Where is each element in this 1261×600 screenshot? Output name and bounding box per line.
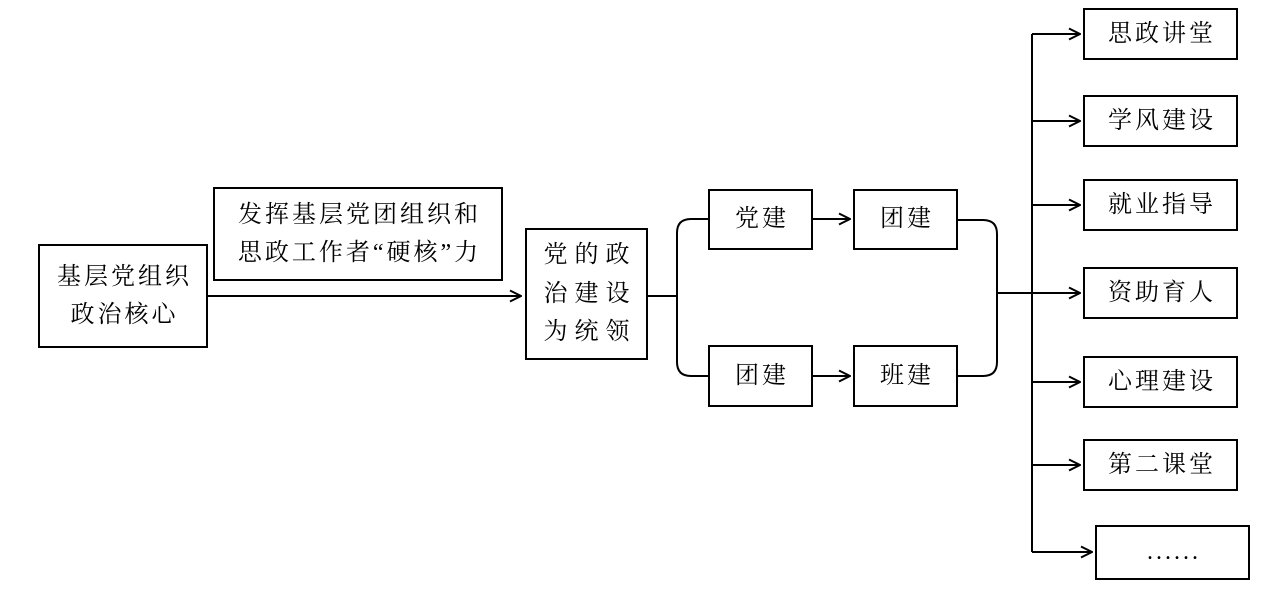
node-text-line: 基层党组织: [57, 263, 192, 290]
node-text-line: 资助育人: [1108, 279, 1216, 306]
node-text-line: 治建设: [543, 280, 637, 307]
node-outcome-study-style: [1083, 95, 1238, 147]
node-outcome-ellipsis: [1095, 525, 1250, 580]
merge-bracket: [958, 220, 997, 376]
node-text-line: ......: [1147, 539, 1201, 566]
node-text-line: 学风建设: [1108, 107, 1216, 134]
node-league-building-top: [853, 189, 958, 250]
node-text-line: 团建: [880, 206, 934, 233]
node-text-line: 政治核心: [70, 302, 179, 328]
node-text-line: 班建: [880, 362, 934, 389]
node-class-building: [853, 345, 958, 407]
node-outcome-second-classroom: [1083, 439, 1238, 491]
node-text-line: 心理建设: [1108, 368, 1216, 395]
node-hardcore-power: [213, 187, 503, 281]
node-outcome-career-guidance: [1083, 179, 1238, 231]
node-party-building: [708, 189, 813, 250]
node-text-line: 第二课堂: [1108, 451, 1216, 478]
node-outcome-ideology-lecture: [1083, 8, 1238, 60]
node-outcome-mental-health: [1083, 356, 1238, 408]
split-bracket: [677, 219, 708, 376]
node-text-line: 思政工作者“硬核”力: [237, 240, 482, 266]
node-outcome-financial-aid: [1083, 267, 1238, 319]
node-text-line: 党的政: [543, 242, 637, 269]
node-league-building-bottom: [708, 345, 813, 407]
node-text-line: 为统领: [543, 319, 637, 346]
node-grassroots-party-core: [38, 244, 208, 348]
node-political-construction-lead: [525, 228, 648, 360]
node-text-line: 就业指导: [1108, 191, 1216, 218]
node-text-line: 党建: [735, 206, 789, 233]
node-text-line: 思政讲堂: [1108, 20, 1216, 47]
node-text-line: 团建: [735, 362, 789, 389]
node-text-line: 发挥基层党团组织和: [238, 201, 481, 228]
